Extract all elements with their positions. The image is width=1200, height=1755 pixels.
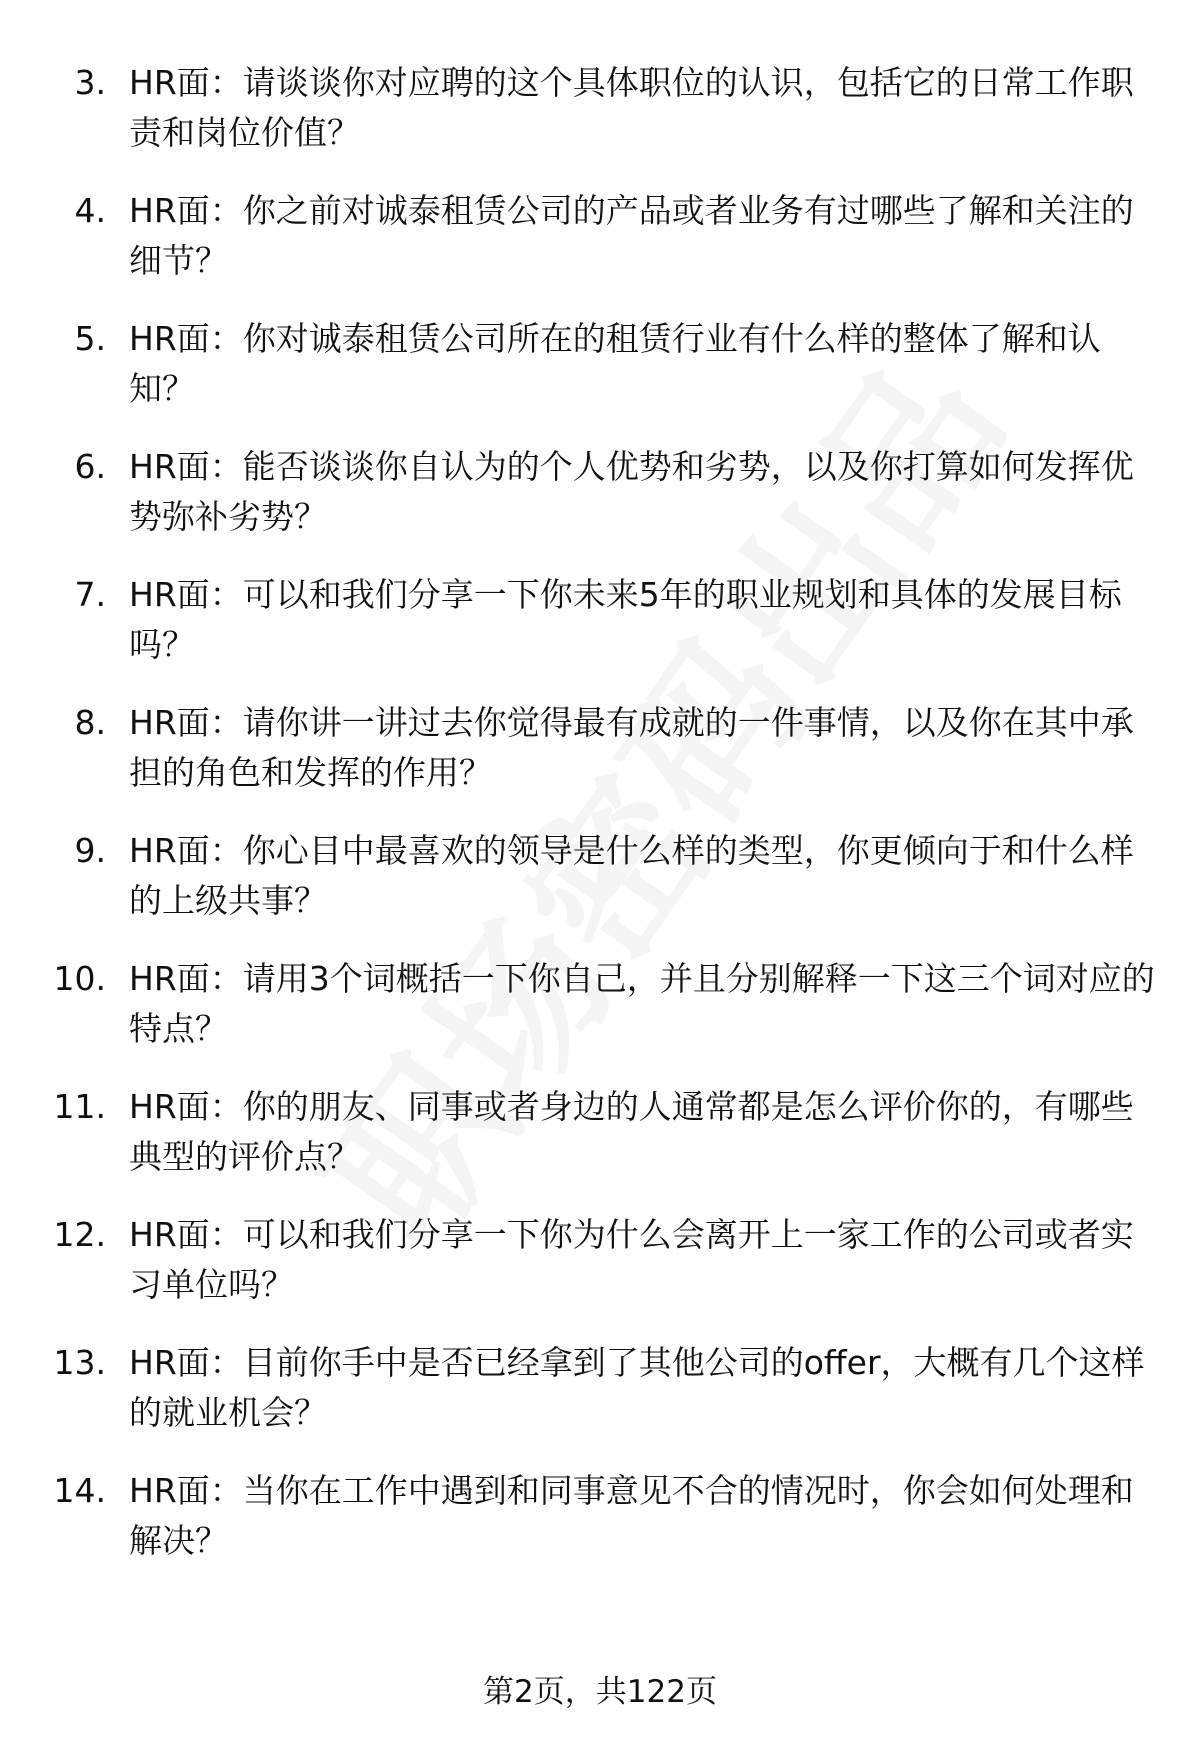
question-item: [0, 954, 1200, 1061]
question-number: 6.: [74, 447, 106, 486]
question-number: 5.: [74, 319, 106, 358]
question-number: 3.: [74, 63, 106, 102]
question-text: HR面：可以和我们分享一下你未来5年的职业规划和具体的发展目标吗？: [129, 575, 1122, 664]
question-item: [0, 186, 1200, 293]
question-item: [0, 314, 1200, 421]
question-number: 7.: [74, 575, 106, 614]
question-number: 12.: [53, 1215, 106, 1254]
question-item: [0, 570, 1200, 677]
question-item: [0, 1338, 1200, 1445]
question-text: HR面：能否谈谈你自认为的个人优势和劣势，以及你打算如何发挥优势弥补劣势？: [129, 447, 1134, 536]
question-text: HR面：请你讲一讲过去你觉得最有成就的一件事情，以及你在其中承担的角色和发挥的作用？: [129, 703, 1134, 792]
question-item: [0, 826, 1200, 933]
question-number: 14.: [53, 1471, 106, 1510]
question-list: [0, 58, 1200, 1594]
question-text: HR面：目前你手中是否已经拿到了其他公司的offer，大概有几个这样的就业机会？: [129, 1343, 1145, 1432]
question-number: 4.: [74, 191, 106, 230]
question-item: [0, 698, 1200, 805]
question-text: HR面：你的朋友、同事或者身边的人通常都是怎么评价你的，有哪些典型的评价点？: [129, 1087, 1134, 1176]
question-number: 13.: [53, 1343, 106, 1382]
question-text: HR面：可以和我们分享一下你为什么会离开上一家工作的公司或者实习单位吗？: [129, 1215, 1134, 1304]
question-item: [0, 58, 1200, 165]
question-text: HR面：当你在工作中遇到和同事意见不合的情况时，你会如何处理和解决？: [129, 1471, 1134, 1560]
question-text: HR面：你心目中最喜欢的领导是什么样的类型，你更倾向于和什么样的上级共事？: [129, 831, 1134, 920]
question-item: [0, 1466, 1200, 1573]
question-item: [0, 1210, 1200, 1317]
page-number-footer: 第2页，共122页: [483, 1674, 717, 1710]
question-text: HR面：请谈谈你对应聘的这个具体职位的认识，包括它的日常工作职责和岗位价值？: [129, 63, 1134, 152]
question-text: HR面：你对诚泰租赁公司所在的租赁行业有什么样的整体了解和认知？: [129, 319, 1101, 408]
question-number: 9.: [74, 831, 106, 870]
question-text: HR面：请用3个词概括一下你自己，并且分别解释一下这三个词对应的特点？: [129, 959, 1155, 1048]
question-number: 8.: [74, 703, 106, 742]
question-item: [0, 1082, 1200, 1189]
question-number: 10.: [53, 959, 106, 998]
question-text: HR面：你之前对诚泰租赁公司的产品或者业务有过哪些了解和关注的细节？: [129, 191, 1134, 280]
question-item: [0, 442, 1200, 549]
question-number: 11.: [53, 1087, 106, 1126]
